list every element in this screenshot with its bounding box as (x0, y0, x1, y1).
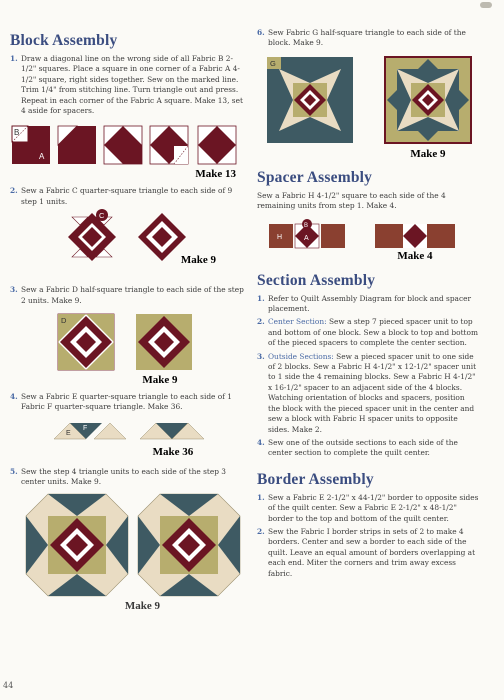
step6-diagram (257, 53, 479, 161)
step-number: 1. (257, 492, 265, 502)
step4-unit-complete (140, 423, 204, 439)
step-number: 2. (10, 186, 18, 196)
step5-diagram (10, 492, 245, 602)
step-number: 5. (10, 466, 18, 476)
step-number: 4. (10, 392, 18, 402)
step-number: 6. (257, 28, 265, 37)
step5-unit-complete (138, 494, 240, 596)
section-assembly-title: Section Assembly (257, 271, 376, 289)
binder-tab (480, 2, 492, 8)
step-text: Sew a Fabric E quarter-square triangle to each side of 1 Fabric F quarter-square triangle. Make 36. (21, 392, 233, 412)
step-number: 3. (10, 285, 18, 295)
step-text: Sew a pieced spacer unit to one side of 2 blocks. Sew a Fabric H 4-1/2" x 12-1/2" spacer unit to 1 side the 4 remaining blocks. Sew a Fabric H 4-1/2" x 16-1/2" spacer to an adjacent side of the 4 blocks. Watching orientation of blocks and spacers, position the block with the pieced spacer unit in the center and sew a block with Fabric H spacer units to opposite sides. Make 2. (268, 351, 477, 434)
spacer-unit-pieces (269, 219, 345, 248)
letter-a: A (39, 152, 45, 162)
border-step-1 (257, 493, 479, 524)
step3-unit-complete (136, 314, 192, 370)
step-number: 1. (10, 54, 18, 63)
letter-g: G (270, 58, 276, 68)
step1-unit-c (104, 126, 142, 164)
section-step-1 (257, 294, 479, 315)
step6-unit-complete (385, 57, 471, 143)
letter-h: H (277, 233, 283, 241)
step-3 (10, 285, 245, 306)
step-text: Sew a Fabric H 4-1/2" square to each side of the 4 remaining units from step 1. Make 4. (257, 190, 446, 211)
step6-unit-pieces (267, 57, 353, 143)
letter-b: B (304, 222, 309, 229)
step-text: Sew a Fabric E 2-1/2" x 44-1/2" border to opposite sides of the quilt center. Sew a Fabric E 2-1/2" x 48-1/2" border to the top and bottom of the quilt center. (268, 492, 479, 523)
block-assembly-title: Block Assembly (10, 32, 118, 49)
spacer-diagram (257, 218, 479, 262)
make-9-label: Make 9 (180, 254, 216, 267)
make-9-label: Make 9 (124, 599, 161, 612)
make-9-label: Make 9 (410, 147, 446, 160)
step-4 (10, 392, 245, 413)
spacer-unit-complete (375, 224, 455, 248)
right-column (257, 28, 479, 579)
page-number: 44 (3, 681, 14, 690)
step-number: 4. (257, 437, 265, 447)
step3-unit-pieces (58, 314, 114, 370)
step-text: Sew a Fabric C quarter-square triangle to each side of 9 step 1 units. (21, 186, 233, 206)
letter-d: D (61, 316, 67, 326)
step5-unit-pieces (26, 494, 128, 596)
step-5 (10, 467, 245, 488)
step1-unit-e (198, 126, 236, 164)
step2-unit-pieces (68, 209, 116, 261)
step-text: Sew a step 7 pieced spacer unit to top and bottom of one block. Sew a block to top and bottom of the pieced spacers to complete the center section. (268, 317, 478, 348)
letter-b: B (14, 128, 20, 138)
spacer-assembly-title: Spacer Assembly (257, 168, 373, 186)
border-steps (257, 493, 479, 579)
border-step-2 (257, 527, 479, 579)
letter-f: F (83, 424, 88, 432)
section-step-4 (257, 438, 479, 459)
make-13-label: Make 13 (195, 168, 236, 181)
make-4-label: Make 4 (397, 249, 433, 262)
step-number: 1. (257, 293, 265, 303)
step4-unit-pieces (54, 423, 126, 439)
step-text: Sew the Fabric I border strips in sets of 2 to make 4 borders. Center and sew a border to each side of the quilt. Leave an equal amount of borders overlapping at each end. Miter the corners and trim away excess fabric. (268, 526, 476, 578)
step1-unit-d (150, 126, 188, 164)
letter-a: A (304, 234, 309, 242)
border-assembly-title: Border Assembly (257, 470, 374, 488)
step-text: Sew the step 4 triangle units to each side of the step 3 center units. Make 9. (21, 466, 226, 487)
step-6 (257, 28, 479, 49)
step4-diagram (10, 417, 245, 459)
step-number: 2. (257, 526, 265, 536)
step-2 (10, 186, 245, 207)
left-column (10, 32, 245, 612)
make-36-label: Make 36 (152, 445, 194, 458)
step2-unit-complete (138, 213, 186, 261)
letter-e: E (66, 429, 71, 437)
section-steps (257, 294, 479, 459)
step1-unit-a (12, 126, 50, 164)
step-text: Sew Fabric G half-square triangle to each side of the block. Make 9. (268, 28, 466, 48)
make-9-label: Make 9 (142, 374, 178, 387)
section-step-3 (257, 352, 479, 435)
step-text: Sew one of the outside sections to each side of the center section to complete the quilt center. (268, 437, 458, 458)
step-text: Sew a Fabric D half-square triangle to each side of the step 2 units. Make 9. (21, 285, 244, 305)
letter-c: C (99, 211, 105, 221)
spacer-step (257, 191, 479, 212)
step-number: 3. (257, 351, 265, 361)
step1-unit-b (58, 126, 96, 164)
step2-diagram (10, 209, 245, 281)
step-number: 2. (257, 317, 265, 327)
step-lead: Outside Sections: (268, 351, 334, 361)
section-step-2 (257, 317, 479, 348)
step1-diagram (10, 122, 245, 180)
step3-diagram (10, 310, 245, 386)
step-1 (10, 54, 245, 116)
step-text: Refer to Quilt Assembly Diagram for block and spacer placement. (268, 293, 472, 314)
step-text: Draw a diagonal line on the wrong side of all Fabric B 2-1/2" squares. Place a square in one corner of a Fabric A 4-1/2" square, right sides together. Sew on the marked line. Trim 1/4" from stitching line. Turn triangle out and press. Repeat in each corner of the Fabric A square. Make 13, set 4 aside for spacers. (21, 54, 243, 116)
step-lead: Center Section: (268, 317, 327, 327)
